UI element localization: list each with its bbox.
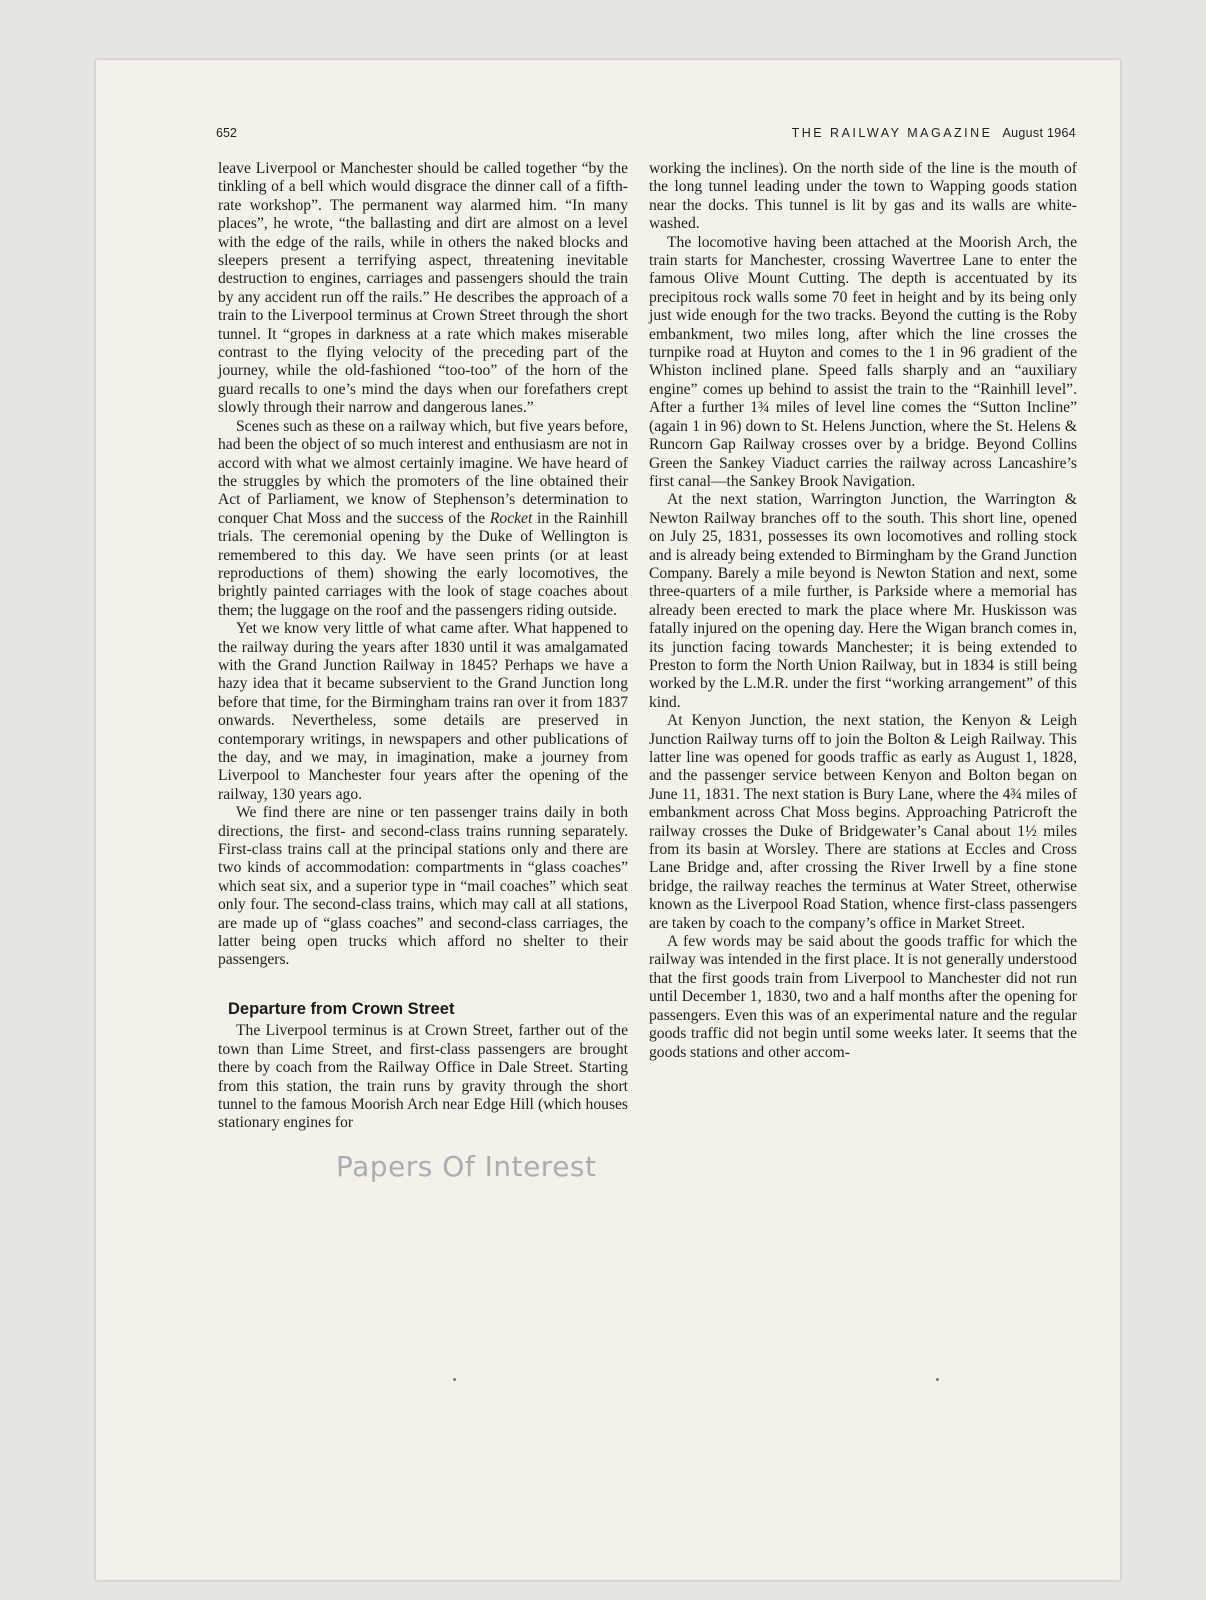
paragraph: Scenes such as these on a railway which, but five years before, had been the object of so much interest and enthusiasm are not in accord with what we almost certainly imagine. We have heard of the struggles by which the promoters of the line obtained their Act of Parliament, we know of Stephenson’s determination to conquer Chat Moss and the success of the Rocket in the Rainhill trials. The ceremonial opening by the Duke of Wellington is remembered to this day. We have seen prints (or at least reproductions of them) showing the early locomotives, the brightly painted carriages with the look of stage coaches about them; the luggage on the roof and the passengers riding outside. <box>218 417 628 619</box>
paragraph: working the inclines). On the north side of the line is the mouth of the long tunnel leading under the town to Wapping goods station near the docks. This tunnel is lit by gas and its walls are white-washed. <box>649 160 1077 233</box>
paragraph: Yet we know very little of what came after. What happened to the railway during the years after 1830 until it was amalgamated with the Grand Junction Railway in 1845? Perhaps we have a hazy idea that it became subservient to the Grand Junction long before that time, for the Birmingham trains ran over it from 1837 onwards. Nevertheless, some details are preserved in contemporary writings, in newspapers and other publications of the day, and we may, in imagination, make a journey from Liverpool to Manchester four years after the opening of the railway, 130 years ago. <box>218 620 628 803</box>
paper-speck <box>453 1378 456 1381</box>
magazine-page <box>96 60 1120 1580</box>
paragraph: We find there are nine or ten passenger trains daily in both directions, the first- and second-class trains running separately. First-class trains call at the principal stations only and there are two kinds of accommodation: compartments in “glass coaches” which seat six, and a superior type in “mail coaches” which seat only four. The second-class trains, which may call at all stations, are made up of “glass coaches” and second-class carriages, the latter being open trucks which afford no shelter to their passengers. <box>218 804 628 969</box>
paragraph: At the next station, Warrington Junction, the Warrington & Newton Railway branches off to the south. This short line, opened on July 25, 1831, possesses its own locomotives and rolling stock and is already being extended to Birmingham by the Grand Junction Company. Barely a mile beyond is Newton Station and next, some three-quarters of a mile further, is Parkside where a memorial has already been erected to mark the place where Mr. Huskisson was fatally injured on the opening day. Here the Wigan branch comes in, its junction facing towards Manchester; it is being extended to Preston to form the North Union Railway, but in 1834 is still being worked by the L.M.R. under the first “working arrangement” of this kind. <box>649 491 1077 711</box>
issue-date: August 1964 <box>1002 126 1076 140</box>
page-number: 652 <box>216 126 237 140</box>
page-header <box>216 118 1076 140</box>
paragraph: At Kenyon Junction, the next station, the Kenyon & Leigh Junction Railway turns off to join the Bolton & Leigh Railway. This latter line was opened for goods traffic as early as August 1, 1828, and the passenger service between Kenyon and Bolton began on June 11, 1831. The next station is Bury Lane, where the 4¾ miles of embankment across Chat Moss begins. Approaching Patricroft the railway crosses the Duke of Bridgewater’s Canal about 1½ miles from its basin at Worsley. There are stations at Eccles and Cross Lane Bridge and, after crossing the River Irwell by a fine stone bridge, the railway reaches the terminus at Water Street, otherwise known as the Liverpool Road Station, whence first-class passengers are taken by coach to the company’s office in Market Street. <box>649 712 1077 932</box>
paragraph: A few words may be said about the goods traffic for which the railway was intended in the first place. It is not generally understood that the first goods train from Liverpool to Manchester did not run until December 1, 1830, two and a half months after the opening for passengers. Even this was of an experimental nature and the regular goods traffic did not begin until some weeks later. It seems that the goods stations and other accom- <box>649 933 1077 1061</box>
paragraph: The Liverpool terminus is at Crown Street, farther out of the town than Lime Street, and first-class passengers are brought there by coach from the Railway Office in Dale Street. Starting from this station, the train runs by gravity through the short tunnel to the famous Moorish Arch near Edge Hill (which houses stationary engines for <box>218 1022 628 1132</box>
italic-term: Rocket <box>489 509 533 527</box>
paragraph: leave Liverpool or Manchester should be called together “by the tinkling of a bell which would disgrace the dinner call of a fifth-rate workshop”. The permanent way alarmed him. “In many places”, he wrote, “the ballasting and dirt are almost on a level with the edge of the rails, while in others the naked blocks and sleepers present a terrifying aspect, threatening inevitable destruction to engines, carriages and passengers should the train by any accident run off the rails.” He describes the approach of a train to the Liverpool terminus at Crown Street through the short tunnel. It “gropes in darkness at a rate which makes miserable contrast to the flying velocity of the preceding part of the journey, while the old-fashioned “too-too” of the horn of the guard recalls to one’s mind the days when our forefathers crept slowly through their narrow and dangerous lanes.” <box>218 160 628 417</box>
left-column <box>218 160 628 1133</box>
right-column <box>649 160 1077 1062</box>
watermark: Papers Of Interest <box>336 1150 597 1183</box>
magazine-title: THE RAILWAY MAGAZINE <box>791 126 993 140</box>
running-head <box>792 126 1076 140</box>
section-heading: Departure from Crown Street <box>228 999 455 1018</box>
paragraph: The locomotive having been attached at the Moorish Arch, the train starts for Manchester, crossing Wavertree Lane to enter the famous Olive Mount Cutting. The depth is accentuated by its precipitous rock walls some 70 feet in height and by its being only just wide enough for the two tracks. Beyond the cutting is the Roby embankment, two miles long, after which the line crosses the turnpike road at Huyton and comes to the 1 in 96 gradient of the Whiston inclined plane. Speed falls sharply and an “auxiliary engine” comes up behind to assist the train to the “Rainhill level”. After a further 1¾ miles of level line comes the “Sutton Incline” (again 1 in 96) down to St. Helens Junction, where the St. Helens & Runcorn Gap Railway crosses over by a bridge. Beyond Collins Green the Sankey Viaduct carries the railway across Lancashire’s first canal—the Sankey Brook Navigation. <box>649 233 1077 490</box>
paper-speck <box>936 1378 939 1381</box>
